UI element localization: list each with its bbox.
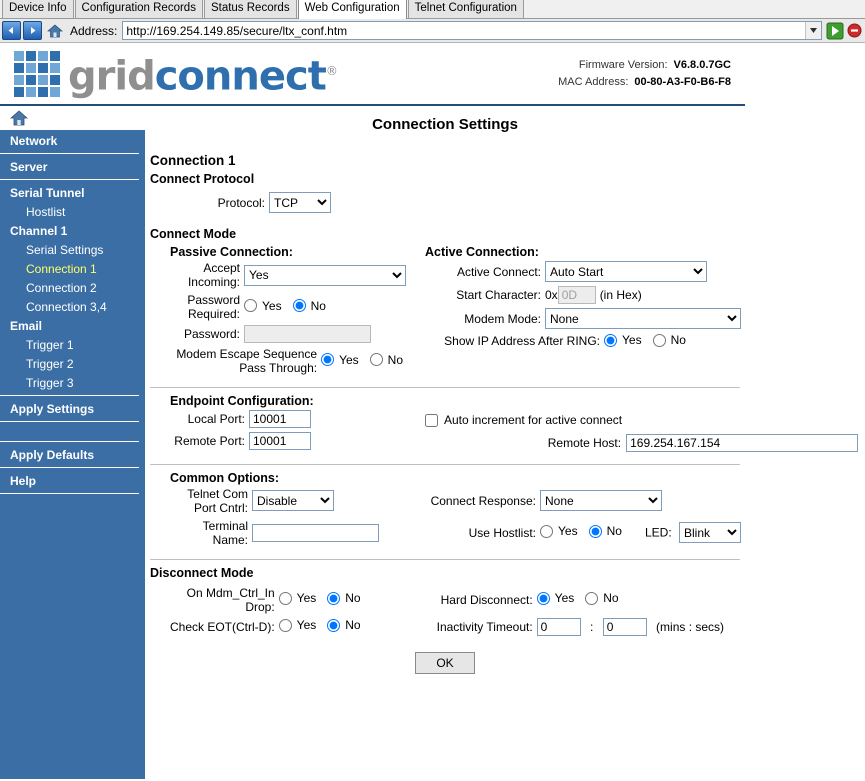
address-input-wrap[interactable] xyxy=(122,21,822,40)
tab-telnet-configuration[interactable]: Telnet Configuration xyxy=(408,0,524,18)
table-row xyxy=(170,190,335,215)
check-eot-yes-radio[interactable] xyxy=(279,619,292,632)
auto-increment-label: Auto increment for active connect xyxy=(444,413,623,427)
modem-mode-select[interactable] xyxy=(545,308,741,329)
connect-protocol-label: Connect Protocol xyxy=(150,172,255,186)
check-eot-no[interactable] xyxy=(327,618,360,632)
password-required-no[interactable] xyxy=(293,299,326,313)
sidebar-divider xyxy=(0,395,139,396)
password-required-yes-radio[interactable] xyxy=(244,299,257,312)
divider xyxy=(150,387,740,388)
mdm-ctrl-no-label: No xyxy=(345,591,361,606)
chevron-down-icon[interactable] xyxy=(805,22,821,39)
brand-tm: ® xyxy=(325,63,337,78)
telnet-com-port-label: Telnet Com Port Cntrl: xyxy=(187,486,248,515)
table-row xyxy=(425,306,745,331)
firmware-value: V6.8.0.7GC xyxy=(673,58,731,71)
connect-response-label: Connect Response: xyxy=(430,493,536,508)
address-bar xyxy=(0,19,865,43)
mdm-ctrl-label: On Mdm_Ctrl_In Drop: xyxy=(186,585,275,614)
tab-configuration-records[interactable]: Configuration Records xyxy=(75,0,203,18)
inactivity-suffix: (mins : secs) xyxy=(656,619,725,634)
sidebar-divider xyxy=(0,441,139,442)
sidebar-divider xyxy=(0,179,139,180)
sidebar-divider xyxy=(0,153,139,154)
remote-port-input[interactable] xyxy=(249,432,311,450)
connect-mode-label: Connect Mode xyxy=(150,227,237,241)
tab-web-configuration[interactable]: Web Configuration xyxy=(298,0,407,19)
common-options-table xyxy=(170,485,745,549)
sidebar-item-serial-tunnel[interactable]: Serial Tunnel xyxy=(10,185,85,200)
table-row xyxy=(425,259,745,284)
check-eot-yes[interactable] xyxy=(279,618,317,632)
use-hostlist-label: Use Hostlist: xyxy=(468,525,536,540)
forward-icon[interactable] xyxy=(23,21,42,40)
telnet-com-port-select[interactable] xyxy=(252,490,334,511)
check-eot-no-radio[interactable] xyxy=(327,619,340,632)
remote-host-input[interactable] xyxy=(626,434,858,452)
stop-icon[interactable] xyxy=(845,21,863,41)
sidebar-home-button[interactable] xyxy=(0,106,145,131)
address-input[interactable] xyxy=(123,22,805,39)
show-ip-no-label: No xyxy=(670,333,686,347)
brand-connect: connect xyxy=(154,53,326,100)
show-ip-radios xyxy=(604,333,694,347)
password-required-yes[interactable] xyxy=(244,299,282,313)
start-character-suffix: (in Hex) xyxy=(599,288,642,302)
home-icon xyxy=(10,110,28,126)
hard-disconnect-no-radio[interactable] xyxy=(585,592,598,605)
table-row xyxy=(170,259,410,291)
endpoint-columns xyxy=(145,394,865,454)
password-required-yes-label: Yes xyxy=(262,298,282,313)
inactivity-timeout-label: Inactivity Timeout: xyxy=(436,619,533,634)
modem-escape-yes[interactable] xyxy=(321,353,359,367)
show-ip-yes-label: Yes xyxy=(622,333,642,347)
table-row xyxy=(170,616,745,638)
check-eot-label: Check EOT(Ctrl-D): xyxy=(170,619,275,634)
table-row xyxy=(425,284,745,306)
table-row xyxy=(425,331,698,352)
sidebar-item-serial-settings[interactable]: Serial Settings xyxy=(26,242,104,257)
sidebar-item-server[interactable]: Server xyxy=(10,159,48,174)
terminal-name-label: Terminal Name: xyxy=(202,518,248,547)
password-required-radios xyxy=(244,299,334,313)
modem-escape-label: Modem Escape Sequence Pass Through: xyxy=(176,347,318,375)
mdm-ctrl-yes-radio[interactable] xyxy=(279,592,292,605)
table-row xyxy=(170,323,410,345)
endpoint-group xyxy=(145,394,415,454)
local-port-label: Local Port: xyxy=(187,412,245,426)
led-select[interactable] xyxy=(679,522,741,543)
modem-escape-no-radio[interactable] xyxy=(370,353,383,366)
active-connect-label: Active Connect: xyxy=(456,264,541,279)
local-port-input[interactable] xyxy=(249,410,311,428)
brand-grid: grid xyxy=(68,53,155,100)
sidebar-item-help[interactable]: Help xyxy=(10,473,37,488)
device-info xyxy=(558,57,731,91)
modem-escape-table xyxy=(170,345,415,377)
connect-response-select[interactable] xyxy=(540,490,662,511)
active-connection-group xyxy=(415,245,745,377)
divider xyxy=(150,464,740,465)
show-ip-yes[interactable] xyxy=(604,333,642,347)
disconnect-mode-label: Disconnect Mode xyxy=(150,565,254,580)
firmware-label: Firmware Version: xyxy=(578,58,668,71)
brand-wordmark xyxy=(68,51,337,100)
inactivity-minutes-input[interactable] xyxy=(537,618,581,636)
hard-disconnect-no[interactable] xyxy=(585,591,618,605)
sidebar-divider xyxy=(0,467,139,468)
password-required-no-radio[interactable] xyxy=(293,299,306,312)
table-row xyxy=(170,485,745,517)
divider xyxy=(150,559,740,560)
common-options-group xyxy=(145,471,865,549)
ok-button[interactable]: OK xyxy=(415,652,475,674)
show-ip-label: Show IP Address After RING: xyxy=(444,334,600,349)
table-row xyxy=(425,411,862,432)
endpoint-table xyxy=(170,408,315,452)
connection-heading: Connection 1 xyxy=(150,153,236,168)
endpoint-config-label: Endpoint Configuration: xyxy=(170,394,314,408)
hard-disconnect-yes-label: Yes xyxy=(554,591,575,606)
disconnect-table xyxy=(170,584,745,638)
modem-escape-no[interactable] xyxy=(370,353,403,367)
check-eot-radios xyxy=(279,618,369,632)
tab-device-info[interactable]: Device Info xyxy=(2,0,74,18)
sidebar-item-channel-1[interactable]: Channel 1 xyxy=(10,223,68,238)
ok-button-wrap xyxy=(145,652,745,674)
browser-tabstrip xyxy=(0,0,865,19)
modem-escape-no-label: No xyxy=(387,352,403,367)
endpoint-right-table xyxy=(425,411,862,454)
web-page xyxy=(0,43,865,779)
protocol-select[interactable] xyxy=(269,192,331,213)
connect-protocol-table xyxy=(170,190,335,215)
table-row xyxy=(170,584,745,616)
table-row xyxy=(170,291,410,323)
gridconnect-logo-icon xyxy=(14,51,60,97)
sidebar-divider xyxy=(0,493,139,494)
mac-value: 00-80-A3-F0-B6-F8 xyxy=(634,75,731,88)
sidebar-item-connection-1[interactable]: Connection 1 xyxy=(26,261,97,276)
page-banner xyxy=(0,43,745,106)
show-ip-no-radio[interactable] xyxy=(653,334,666,347)
modem-escape-yes-radio[interactable] xyxy=(321,353,334,366)
accept-incoming-label: Accept Incoming: xyxy=(187,261,240,289)
mdm-ctrl-no[interactable] xyxy=(327,591,360,605)
mac-label: MAC Address: xyxy=(558,75,629,88)
active-connection-table xyxy=(425,259,745,331)
page-title: Connection Settings xyxy=(372,116,518,133)
sidebar-item-apply-defaults[interactable]: Apply Defaults xyxy=(10,447,95,462)
hard-disconnect-radios xyxy=(537,591,627,605)
table-row xyxy=(170,430,315,452)
password-required-no-label: No xyxy=(310,298,326,313)
sidebar-item-hostlist[interactable]: Hostlist xyxy=(26,204,66,219)
password-required-label: Password Required: xyxy=(187,293,240,321)
passive-connection-label: Passive Connection: xyxy=(170,245,293,259)
accept-incoming-select[interactable] xyxy=(244,265,406,286)
sidebar-divider xyxy=(0,421,139,422)
use-hostlist-yes-label: Yes xyxy=(558,524,578,539)
passive-connection-group xyxy=(145,245,415,377)
active-connect-select[interactable] xyxy=(545,261,707,282)
modem-escape-radios xyxy=(321,353,411,367)
passive-connection-table xyxy=(170,259,410,345)
mdm-ctrl-yes-label: Yes xyxy=(296,591,317,606)
remote-host-label: Remote Host: xyxy=(547,435,622,450)
mdm-ctrl-no-radio[interactable] xyxy=(327,592,340,605)
hard-disconnect-yes-radio[interactable] xyxy=(537,592,550,605)
show-ip-yes-radio[interactable] xyxy=(604,334,617,347)
table-row xyxy=(170,408,315,430)
sidebar xyxy=(0,106,145,779)
sidebar-item-trigger-3[interactable]: Trigger 3 xyxy=(26,375,74,390)
use-hostlist-no-radio[interactable] xyxy=(589,525,602,538)
modem-escape-yes-label: Yes xyxy=(339,352,359,367)
settings-content xyxy=(145,106,865,779)
table-row xyxy=(170,345,415,377)
remote-port-label: Remote Port: xyxy=(174,434,245,448)
mdm-ctrl-radios xyxy=(279,591,369,605)
sidebar-item-network[interactable]: Network xyxy=(10,133,58,148)
home-icon[interactable] xyxy=(45,21,65,40)
auto-increment-checkbox[interactable] xyxy=(425,414,438,427)
address-label: Address: xyxy=(70,23,118,38)
active-connection-label: Active Connection: xyxy=(425,245,539,259)
sidebar-item-trigger-1[interactable]: Trigger 1 xyxy=(26,337,74,352)
auto-increment-checkbox-wrap[interactable] xyxy=(425,413,622,427)
led-label: LED: xyxy=(644,525,672,540)
go-icon[interactable] xyxy=(825,21,845,41)
start-character-label: Start Character: xyxy=(456,288,541,302)
hard-disconnect-no-label: No xyxy=(603,591,619,606)
use-hostlist-yes[interactable] xyxy=(540,524,578,538)
password-label: Password: xyxy=(183,327,240,341)
common-options-label: Common Options: xyxy=(170,470,280,485)
use-hostlist-radios xyxy=(540,524,630,538)
use-hostlist-no[interactable] xyxy=(589,524,622,538)
inactivity-separator: : xyxy=(590,619,594,634)
protocol-label: Protocol: xyxy=(217,195,265,210)
tab-status-records[interactable]: Status Records xyxy=(204,0,297,18)
password-input[interactable] xyxy=(244,325,371,343)
terminal-name-input[interactable] xyxy=(252,524,379,542)
sidebar-item-apply-settings[interactable]: Apply Settings xyxy=(10,401,95,416)
hard-disconnect-label: Hard Disconnect: xyxy=(440,592,533,607)
mdm-ctrl-yes[interactable] xyxy=(279,591,317,605)
show-ip-table xyxy=(425,331,698,352)
table-row xyxy=(170,517,745,549)
start-character-input[interactable] xyxy=(558,286,596,304)
inactivity-seconds-input[interactable] xyxy=(603,618,647,636)
start-character-prefix: 0x xyxy=(545,288,558,302)
modem-mode-label: Modem Mode: xyxy=(464,311,541,326)
table-row xyxy=(425,432,862,454)
use-hostlist-yes-radio[interactable] xyxy=(540,525,553,538)
back-icon[interactable] xyxy=(2,21,21,40)
sidebar-item-connection-3-4[interactable]: Connection 3,4 xyxy=(26,299,107,314)
sidebar-item-trigger-2[interactable]: Trigger 2 xyxy=(26,356,74,371)
connect-mode-columns xyxy=(145,245,865,377)
hard-disconnect-yes[interactable] xyxy=(537,591,575,605)
check-eot-no-label: No xyxy=(345,618,361,633)
check-eot-yes-label: Yes xyxy=(296,618,317,633)
use-hostlist-no-label: No xyxy=(606,524,622,539)
sidebar-item-email[interactable]: Email xyxy=(10,318,43,333)
show-ip-no[interactable] xyxy=(653,333,686,347)
sidebar-item-connection-2[interactable]: Connection 2 xyxy=(26,280,97,295)
endpoint-right-group xyxy=(415,394,745,454)
